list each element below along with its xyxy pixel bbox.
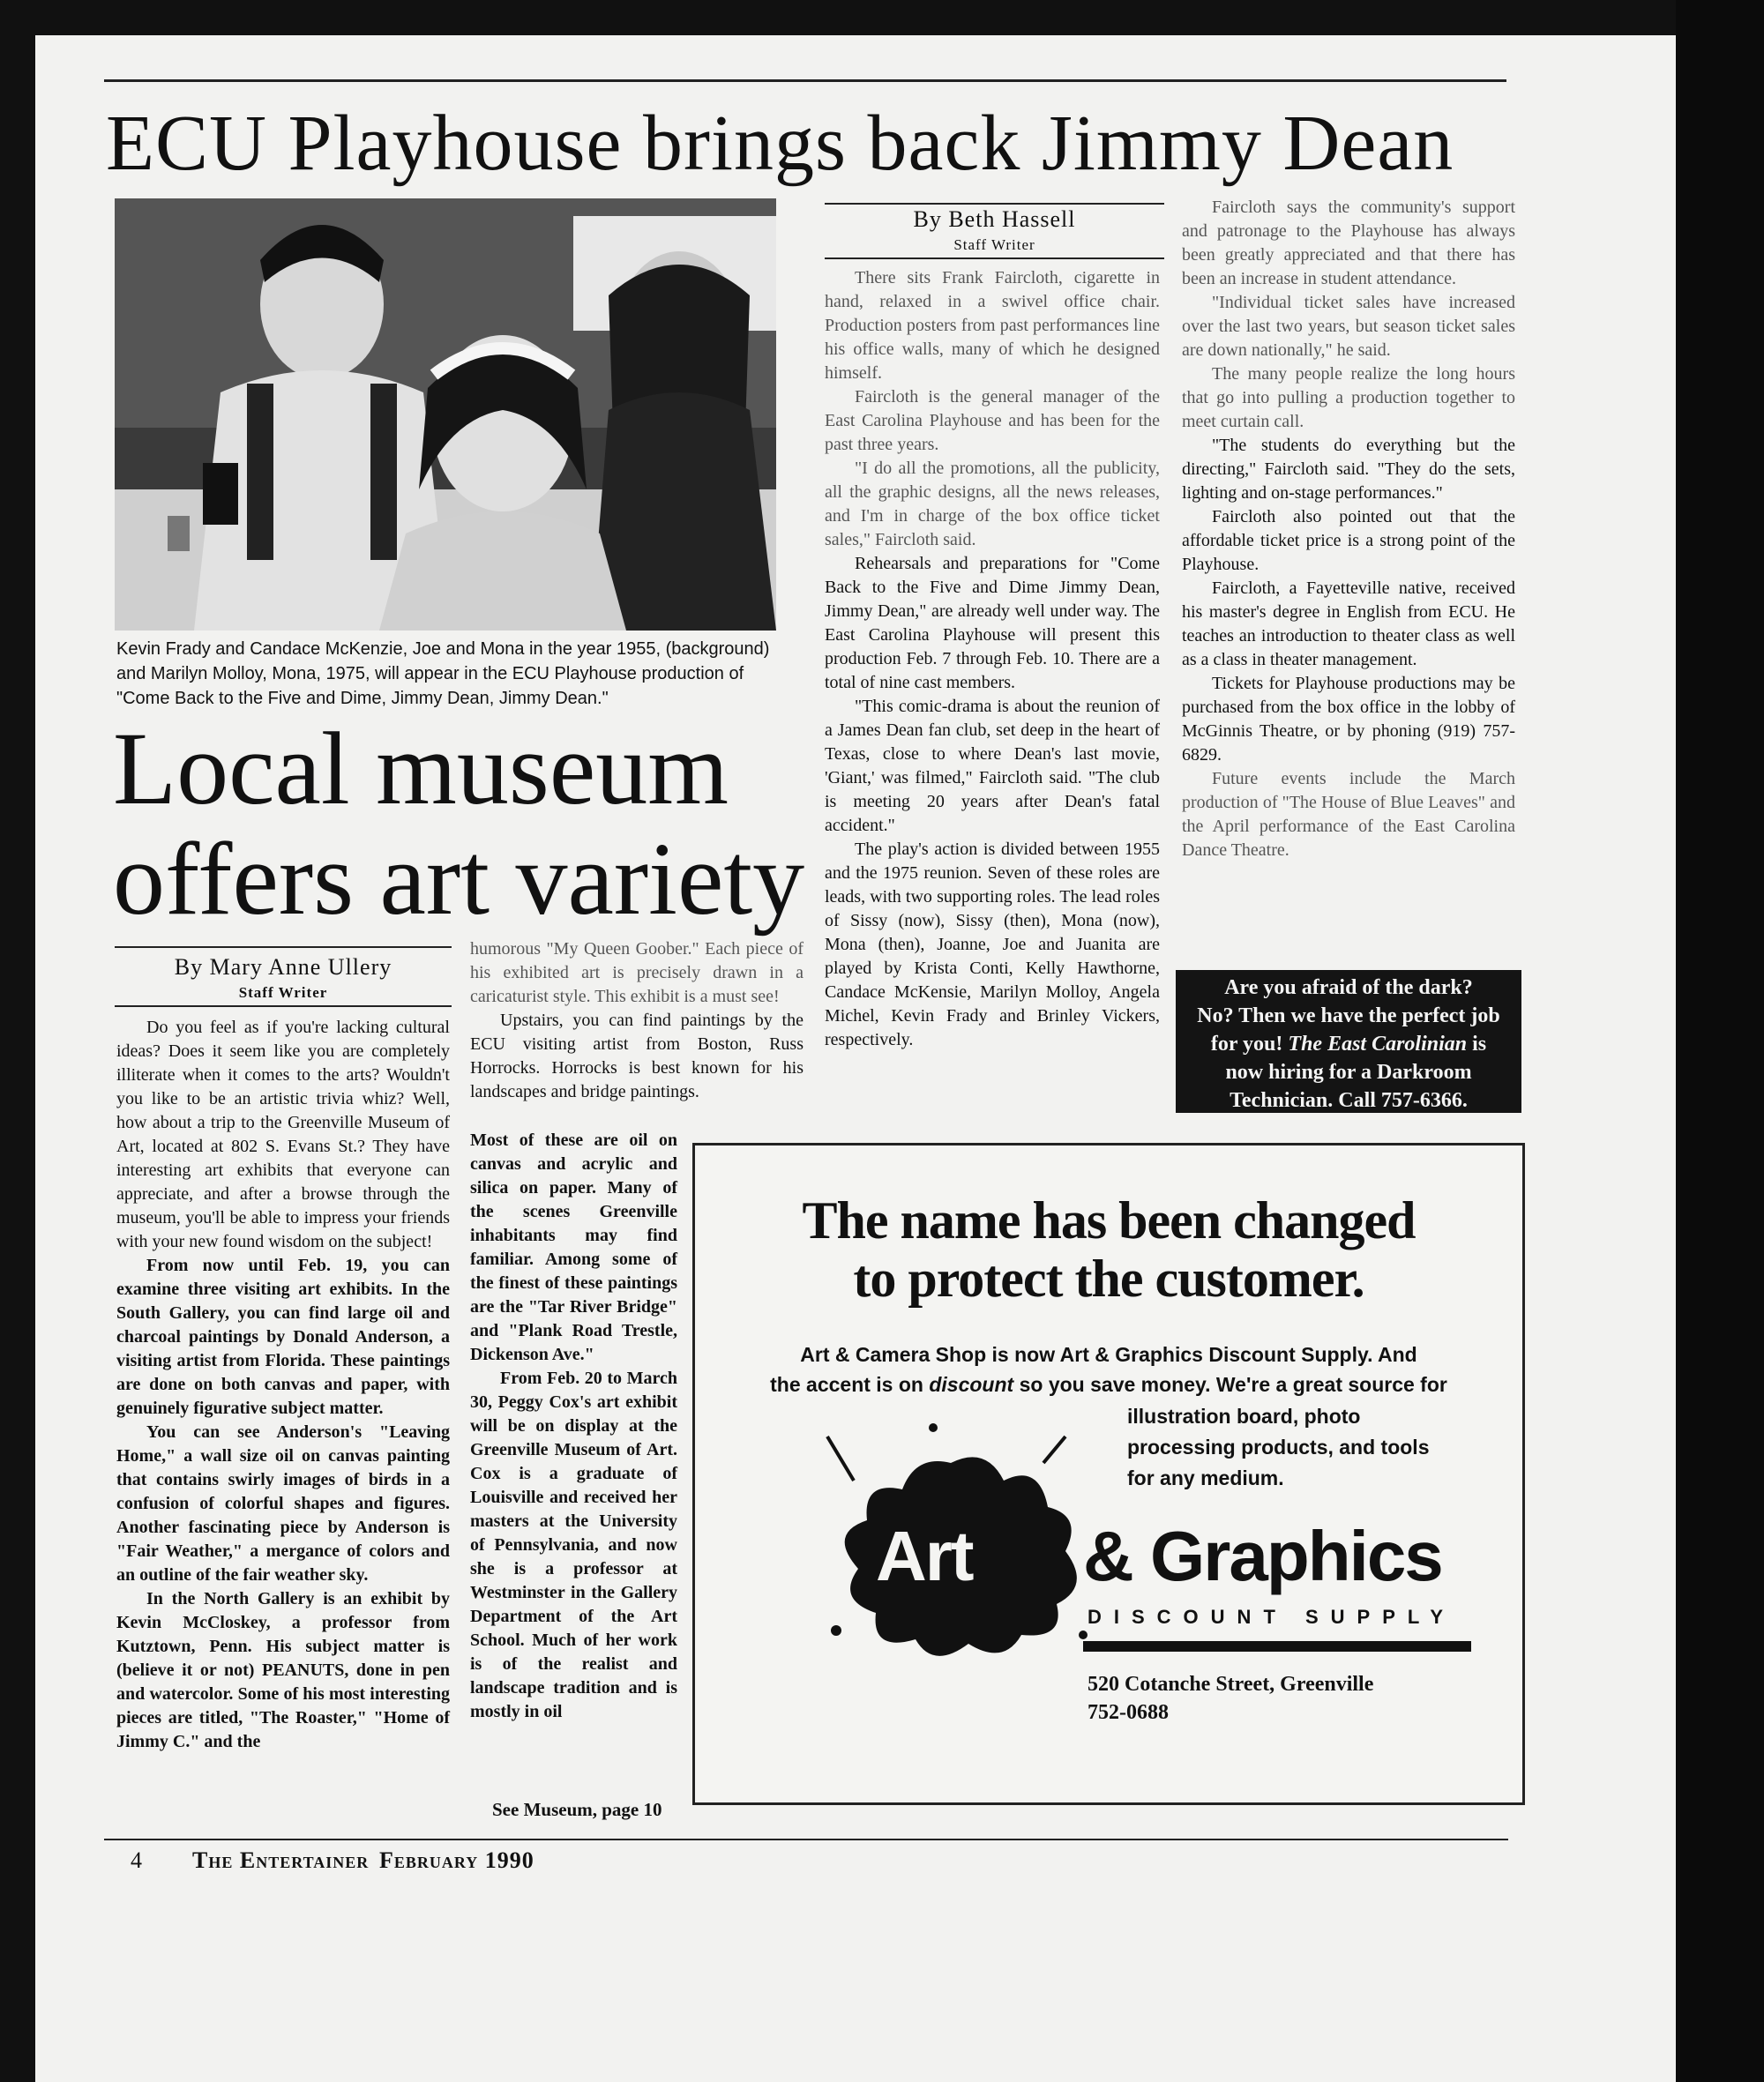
playhouse-photo xyxy=(115,198,776,631)
logo-underline xyxy=(1083,1641,1471,1652)
logo-graphics-text: & Graphics xyxy=(1083,1517,1442,1595)
paragraph: In the North Gallery is an exhibit by Kevin McCloskey, a professor from Kutztown, Penn. His subject matter is (believe it or not) PEANUTS, done in pen and watercolor. Some of his most interesting pieces are titled, "The Roaster," "Home of Jimmy C." and the xyxy=(116,1589,450,1751)
ad-address: 520 Cotanche Street, Greenville xyxy=(1088,1673,1374,1696)
ad-headline-line2: to protect the customer. xyxy=(853,1250,1364,1308)
paragraph: Upstairs, you can find paintings by the ECU visiting artist from Boston, Russ Horrocks. Horrocks is best known for his landscapes and bridge paintings. xyxy=(470,1011,804,1101)
paragraph: Do you feel as if you're lacking cultural ideas? Does it seem like you are completely illiterate when it comes to the arts? Wouldn't you like to be an artistic trivia whiz? Well, how about a trip to the Greenville Museum of Art, located at 802 S. Evans St.? They have interesting art exhibits that everyone can appreciate, and after a browse through the museum, you'll be able to impress your friends with your new found wisdom on the subject! xyxy=(116,1018,450,1251)
darkroom-technician-notice xyxy=(1176,970,1521,1113)
article2-column2-narrow xyxy=(470,1129,677,1724)
article1-role: Staff Writer xyxy=(953,236,1035,253)
bottom-rule xyxy=(104,1839,1508,1840)
byline-rule-bottom xyxy=(115,1005,452,1007)
footer-date: February 1990 xyxy=(379,1847,534,1873)
logo-art-text: Art xyxy=(876,1517,973,1595)
article2-column2-top xyxy=(470,937,804,1104)
paragraph: Faircloth also pointed out that the affordable ticket price is a strong point of the Playhouse. xyxy=(1182,507,1515,574)
photo-caption: Kevin Frady and Candace McKenzie, Joe and Mona in the year 1955, (background) and Marilyn Molloy, Mona, 1975, will appear in the ECU Playhouse production of "Come Back to the Five and Dime, Jimmy Dean, Jimmy Dean." xyxy=(116,639,770,708)
footer-publication: The Entertainer xyxy=(192,1847,370,1873)
paragraph: "I do all the promotions, all the publicity, all the graphic designs, all the news releases, and I'm in charge of the box office ticket sales," Faircloth said. xyxy=(825,459,1160,549)
ad-body-line3: illustration board, photo xyxy=(1127,1405,1361,1428)
paragraph: Future events include the March production of "The House of Blue Leaves" and the April performance of the East Carolina Dance Theatre. xyxy=(1182,769,1515,860)
paragraph: "The students do everything but the directing," Faircloth said. "They do the sets, lighting and on-stage performances." xyxy=(1182,436,1515,503)
paragraph: The many people realize the long hours that go into pulling a production together to meet curtain call. xyxy=(1182,364,1515,431)
notice-line: Are you afraid of the dark? xyxy=(1224,976,1473,999)
footer-page-number: 4 xyxy=(131,1847,143,1873)
ad-body-line5: for any medium. xyxy=(1127,1466,1284,1489)
ad-phone: 752-0688 xyxy=(1088,1701,1169,1724)
article1-column1 xyxy=(825,266,1160,1052)
paragraph: Faircloth says the community's support and patronage to the Playhouse has always been greatly appreciated and that there has been an increase in student attendance. xyxy=(1182,198,1515,288)
byline-rule-top xyxy=(825,203,1164,205)
byline-rule-bottom xyxy=(825,257,1164,259)
paragraph: You can see Anderson's "Leaving Home," a wall size oil on canvas painting that contains swirly images of birds in a confusion of colorful shapes and figures. Another fascinating piece by Anderson is "Fair Weather," a mergance of colors and an outline of the fair weather sky. xyxy=(116,1422,450,1585)
paragraph: Tickets for Playhouse productions may be purchased from the box office in the lobby of McGinnis Theatre, or by phoning (919) 757-6829. xyxy=(1182,674,1515,765)
paragraph: Most of these are oil on canvas and acrylic and silica on paper. Many of the scenes Greenville inhabitants may find familiar. Among some of the finest of these paintings are the "Tar River Bridge" and "Plank Road Trestle, Dickenson Ave." xyxy=(470,1131,677,1364)
ad-body-line1: Art & Camera Shop is now Art & Graphics Discount Supply. And xyxy=(800,1343,1417,1366)
paragraph: Rehearsals and preparations for "Come Back to the Five and Dime Jimmy Dean, Jimmy Dean," are already well under way. The East Carolina Playhouse will present this production Feb. 7 through Feb. 10. There are a total of nine cast members. xyxy=(825,554,1160,692)
article1-headline: ECU Playhouse brings back Jimmy Dean xyxy=(106,100,1454,187)
ad-headline-line1: The name has been changed xyxy=(802,1191,1416,1250)
logo-subtitle: DISCOUNT SUPPLY xyxy=(1088,1606,1456,1628)
article2-headline-line1: Local museum xyxy=(113,711,729,826)
continued-jump-link[interactable]: See Museum, page 10 xyxy=(492,1799,662,1820)
paragraph: From now until Feb. 19, you can examine three visiting art exhibits. In the South Gallery, you can find large oil and charcoal paintings by Donald Anderson, a visiting artist from Florida. These paintings are done on both canvas and paper, with genuinely figurative subject matter. xyxy=(116,1256,450,1418)
ad-body-line4: processing products, and tools xyxy=(1127,1436,1430,1459)
paragraph: "This comic-drama is about the reunion of a James Dean fan club, set deep in the heart of Texas, close to where Dean's last movie, 'Giant,' was filmed," Faircloth said. "The club is meeting 20 years after Dean's fatal accident." xyxy=(825,697,1160,835)
paragraph: humorous "My Queen Goober." Each piece of his exhibited art is precisely drawn in a caricaturist style. This exhibit is a must see! xyxy=(470,939,804,1006)
article1-column2 xyxy=(1182,196,1515,862)
article2-byline: By Mary Anne Ullery xyxy=(174,954,392,980)
article2-headline-line2: offers art variety xyxy=(113,821,805,937)
photo-figures xyxy=(115,198,776,631)
paragraph: "Individual ticket sales have increased over the last two years, but season ticket sales are down nationally," he said. xyxy=(1182,293,1515,360)
art-graphics-advertisement xyxy=(692,1143,1525,1805)
byline-rule-top xyxy=(115,946,452,948)
paragraph: From Feb. 20 to March 30, Peggy Cox's art exhibit will be on display at the Greenville Museum of Art. Cox is a graduate of Louisville and received her masters at the University of Pennsylvania, and now she is a professor at Westminster in the Gallery Department of the Art School. Much of her work is of the realist and landscape tradition and is mostly in oil xyxy=(470,1369,677,1721)
ad-body-line2: the accent is on discount so you save money. We're a great source for xyxy=(770,1373,1447,1396)
article2-role: Staff Writer xyxy=(238,984,328,1001)
top-rule xyxy=(104,79,1506,82)
paragraph: There sits Frank Faircloth, cigarette in hand, relaxed in a swivel office chair. Production posters from past performances line his office walls, many of which he designed himself. xyxy=(825,268,1160,383)
paragraph: Faircloth is the general manager of the East Carolina Playhouse and has been for the past three years. xyxy=(825,387,1160,454)
notice-line: Technician. Call 757-6366. xyxy=(1230,1089,1468,1112)
notice-line: for you! The East Carolinian is xyxy=(1210,1033,1487,1056)
scan-edge xyxy=(1676,0,1764,2082)
notice-line: now hiring for a Darkroom xyxy=(1225,1061,1472,1084)
paragraph: Faircloth, a Fayetteville native, received his master's degree in English from ECU. He teaches an introduction to theater class as well as a class in theater management. xyxy=(1182,578,1515,669)
notice-line: No? Then we have the perfect job xyxy=(1197,1004,1500,1027)
paragraph: The play's action is divided between 1955 and the 1975 reunion. Seven of these roles are leads, with two supporting roles. The lead roles of Sissy (now), Sissy (then), Mona (now), Mona (then), Joanne, Joe and Juanita are played by Krista Conti, Kelly Hawthorne, Candace McKensie, Marilyn Molloy, Angela Michel, Kevin Frady and Brinley Vickers, respectively. xyxy=(825,840,1160,1049)
article1-byline: By Beth Hassell xyxy=(913,206,1076,232)
article2-column1 xyxy=(116,1016,450,1754)
